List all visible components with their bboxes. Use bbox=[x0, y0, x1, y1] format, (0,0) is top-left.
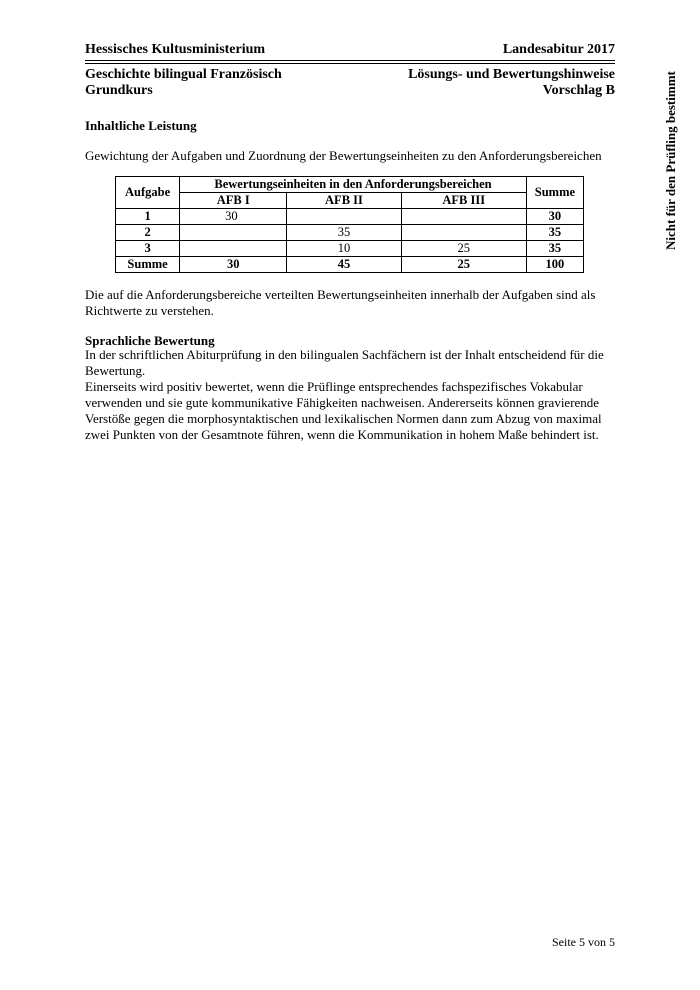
cell-summe: 35 bbox=[526, 225, 583, 241]
cell-summe: 35 bbox=[526, 241, 583, 257]
header-line-2 bbox=[85, 67, 615, 83]
ministry-name: Hessisches Kultusministerium bbox=[85, 42, 266, 57]
section-title-language: Sprachliche Bewertung bbox=[85, 333, 215, 348]
document-type: Lösungs- und Bewertungshinweise bbox=[408, 67, 615, 82]
cell-afb1: 30 bbox=[180, 209, 287, 225]
proposal-label: Vorschlag B bbox=[542, 83, 615, 98]
section-title-content: Inhaltliche Leistung bbox=[85, 118, 197, 133]
header-afb3: AFB III bbox=[401, 193, 526, 209]
header-afb2: AFB II bbox=[287, 193, 401, 209]
cell-afb2: 10 bbox=[287, 241, 401, 257]
header-line-3 bbox=[85, 83, 615, 99]
table-total-row bbox=[116, 257, 584, 273]
cell-total-afb3: 25 bbox=[401, 257, 526, 273]
page-number: Seite 5 von 5 bbox=[552, 935, 615, 949]
header-afb1: AFB I bbox=[180, 193, 287, 209]
header-rule bbox=[85, 60, 615, 64]
cell-afb2: 35 bbox=[287, 225, 401, 241]
header-summe: Summe bbox=[526, 177, 583, 209]
cell-afb3 bbox=[401, 209, 526, 225]
cell-afb3 bbox=[401, 225, 526, 241]
table-note: Die auf die Anforderungsbereiche verteilten Bewertungseinheiten innerhalb der Aufgaben sind als Richtwerte zu verstehen. bbox=[85, 287, 596, 318]
cell-afb1 bbox=[180, 225, 287, 241]
scoring-table bbox=[115, 176, 584, 273]
cell-total-summe: 100 bbox=[526, 257, 583, 273]
cell-summe: 30 bbox=[526, 209, 583, 225]
side-note-text: Nicht für den Prüfling bestimmt bbox=[663, 71, 678, 250]
table-subheader-row bbox=[116, 193, 584, 209]
subject-name: Geschichte bilingual Französisch bbox=[85, 67, 282, 82]
cell-afb2 bbox=[287, 209, 401, 225]
header-aufgabe: Aufgabe bbox=[116, 177, 180, 209]
cell-aufgabe: 1 bbox=[116, 209, 180, 225]
language-paragraph-1: In der schriftlichen Abiturprüfung in den bilingualen Sachfächern ist der Inhalt entscheidend für die Bewertung. bbox=[85, 347, 604, 378]
side-note bbox=[662, 40, 682, 250]
language-paragraph-2: Einerseits wird positiv bewertet, wenn die Prüflinge entsprechendes fachspezifisches Vokabular verwenden und sie gute kommunikative Fähigkeiten nachweisen. Andererseits können gravierende Verstöße gegen die morphosyntaktischen und lexikalischen Normen dann zum Abzug von maximal zwei Punkten von der Gesamtnote führen, wenn die Kommunikation in hohem Maße behindert ist. bbox=[85, 379, 602, 442]
cell-total-afb2: 45 bbox=[287, 257, 401, 273]
course-level: Grundkurs bbox=[85, 83, 153, 98]
cell-total-afb1: 30 bbox=[180, 257, 287, 273]
table-row bbox=[116, 209, 584, 225]
exam-title: Landesabitur 2017 bbox=[502, 42, 615, 57]
table-row bbox=[116, 241, 584, 257]
table-header-row bbox=[116, 177, 584, 193]
table-intro: Gewichtung der Aufgaben und Zuordnung der Bewertungseinheiten zu den Anforderungsbereichen bbox=[85, 148, 602, 163]
header-line-1 bbox=[85, 42, 615, 58]
cell-aufgabe: 3 bbox=[116, 241, 180, 257]
cell-aufgabe: 2 bbox=[116, 225, 180, 241]
header-group: Bewertungseinheiten in den Anforderungsbereichen bbox=[180, 177, 527, 193]
cell-afb1 bbox=[180, 241, 287, 257]
cell-total-label: Summe bbox=[116, 257, 180, 273]
cell-afb3: 25 bbox=[401, 241, 526, 257]
table-row bbox=[116, 225, 584, 241]
